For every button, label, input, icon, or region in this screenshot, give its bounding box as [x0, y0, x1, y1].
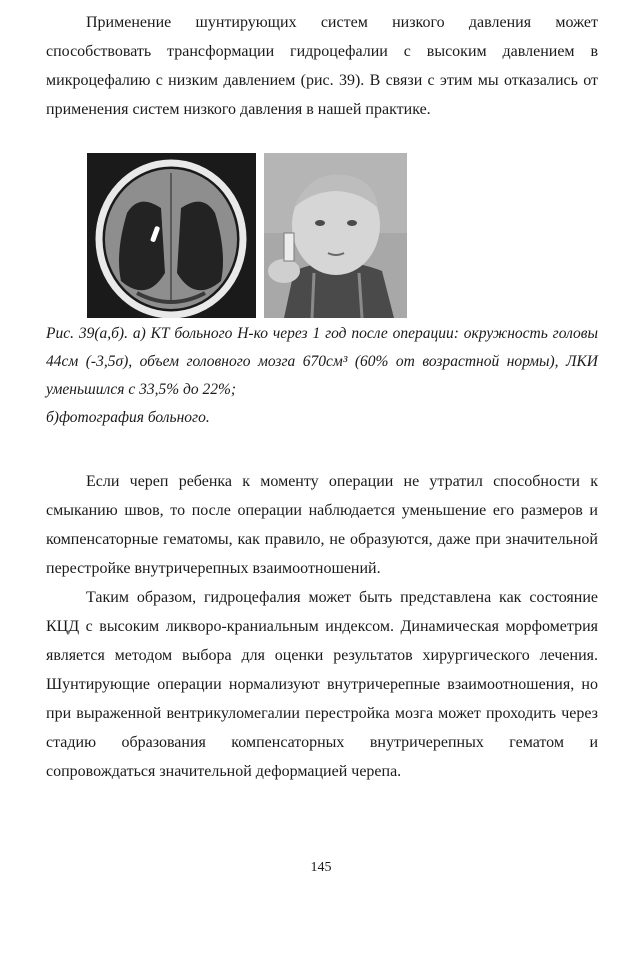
- figure-caption: [46, 320, 598, 432]
- page-number: 145: [310, 860, 332, 875]
- body-paragraph-2: Если череп ребенка к моменту операции не утратил способности к смыканию швов, то после операции наблюдается уменьшение его размеров и компенсаторные гематомы, как правило, не образуются, даже при значительной перестройке внутричерепных взаимоотношений.: [46, 473, 598, 577]
- body-paragraph-3: Таким образом, гидроцефалия может быть представлена как состояние КЦД с высоким ликворо-краниальным индексом. Динамическая морфометрия является методом выбора для оценки результатов хирургического лечения. Шунтирующие операции нормализуют внутричерепные взаимоотношения, но при выраженной вентрикуломегалии перестройка мозга может проходить через стадию образования компенсаторных внутричерепных гематом и сопровождаться значительной деформацией черепа.: [46, 589, 598, 780]
- body-paragraph-1: Применение шунтирующих систем низкого давления может способствовать трансформации гидроцефалии с высоким давлением в микроцефалию с низким давлением (рис. 39). В связи с этим мы отказались от применения систем низкого давления в нашей практике.: [46, 14, 598, 118]
- patient-photo: [264, 153, 407, 318]
- ct-scan-image: [87, 153, 256, 318]
- figure-caption-a: Рис. 39(а,б). а) КТ больного Н-ко через 1 год после операции: окружность головы 44см (-3,5σ), объем головного мозга 670см³ (60% от возрастной нормы), ЛКИ уменьшился с 33,5% до 22%;: [46, 325, 598, 398]
- figure-caption-b: б)фотография больного.: [46, 409, 210, 426]
